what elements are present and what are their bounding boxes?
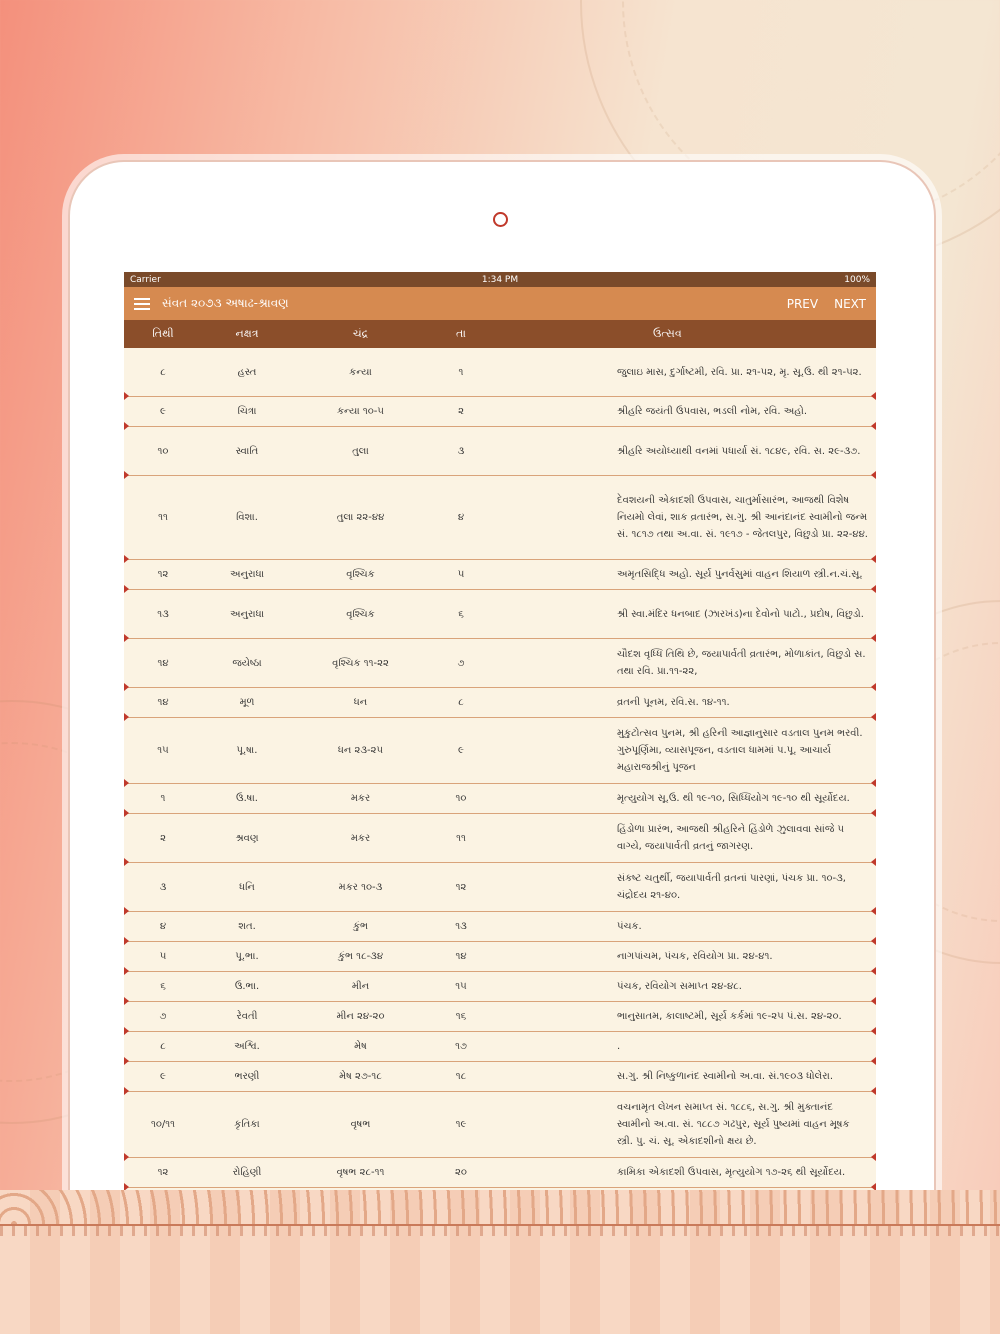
- nakshatra-cell: પૂ.ષા.: [236, 745, 258, 756]
- chandra-cell: વૃષભ ૨૮-૧૧: [336, 1167, 385, 1178]
- col-tithi: તિથી: [152, 327, 174, 340]
- utsav-cell: નાગપાંચમ, પંચક, રવિયોગ પ્રા. ૨૪-૪૧.: [617, 951, 773, 962]
- date-cell: ૧૧: [456, 832, 466, 844]
- nakshatra-cell: અનુરાધા: [229, 608, 265, 620]
- table-row[interactable]: [124, 718, 876, 784]
- tithi-cell: ૧: [160, 793, 166, 804]
- date-cell: ૧૯: [455, 1119, 467, 1130]
- tithi-cell: ૬: [160, 981, 166, 992]
- table-row[interactable]: [124, 863, 876, 912]
- date-cell: ૧૭: [455, 1041, 467, 1052]
- chandra-cell: મકર ૧૦-૩: [338, 881, 383, 893]
- table-row[interactable]: [124, 912, 876, 942]
- tithi-cell: ૮: [160, 1041, 166, 1052]
- table-row[interactable]: [124, 590, 876, 639]
- date-cell: ૮: [458, 697, 464, 708]
- table-row[interactable]: [124, 1062, 876, 1092]
- chandra-cell: મીન ૨૪-૨૦: [336, 1011, 385, 1022]
- chandra-cell: વૃષભ: [350, 1119, 371, 1130]
- chandra-cell: મેષ: [354, 1041, 367, 1052]
- chandra-cell: તુલા: [352, 445, 369, 457]
- chandra-cell: મકર: [350, 832, 371, 844]
- utsav-cell: શ્રીહરિ જયંતી ઉપવાસ, ભડલી નોમ, રવિ. અહો.: [617, 406, 808, 417]
- utsav-cell: કામિકા એકાદશી ઉપવાસ, મૃત્યુયોગ ૧૭-૨૬ થી સૂર્યોદય.: [617, 1167, 846, 1178]
- tithi-cell: ૧૫: [157, 745, 169, 756]
- table-row[interactable]: [124, 427, 876, 476]
- date-cell: ૨૦: [455, 1167, 467, 1178]
- nakshatra-cell: પૂ.ભા.: [235, 951, 259, 962]
- tithi-cell: ૪: [159, 921, 167, 932]
- chandra-cell: ધન: [353, 697, 368, 708]
- tithi-cell: ૫: [159, 951, 167, 962]
- tithi-cell: ૯: [160, 1071, 166, 1082]
- chandra-cell: કુંભ ૧૮-૩૪: [337, 951, 384, 962]
- nakshatra-cell: ચિત્રા: [237, 406, 257, 417]
- table-row[interactable]: [124, 1032, 876, 1062]
- nakshatra-cell: શ્રવણ: [235, 832, 259, 844]
- table-row[interactable]: [124, 476, 876, 560]
- table-row[interactable]: [124, 560, 876, 590]
- utsav-cell: વ્રતની પૂનમ, રવિ.સ. ૧૪-૧૧.: [617, 697, 730, 708]
- nakshatra-cell: વિશા.: [236, 512, 258, 523]
- tithi-cell: ૨: [160, 832, 166, 844]
- nakshatra-cell: સ્વાતિ: [235, 445, 259, 457]
- tithi-cell: ૭: [159, 1011, 167, 1022]
- utsav-cell: .: [617, 1041, 621, 1052]
- chandra-cell: કન્યા: [349, 366, 372, 378]
- date-cell: ૧૩: [455, 921, 467, 932]
- date-cell: ૧૫: [455, 981, 467, 992]
- table-row[interactable]: [124, 1092, 876, 1158]
- nakshatra-cell: શત.: [238, 921, 256, 932]
- tithi-cell: ૧૪: [157, 697, 169, 708]
- status-bar: [124, 272, 876, 287]
- utsav-cell: મૃત્યુયોગ સૂ.ઉ. થી ૧૯-૧૦, સિધ્ધિયોગ ૧૯-૧૦ થી સૂર્યોદય.: [617, 793, 850, 804]
- chandra-cell: વૃશ્ચિક: [346, 608, 375, 620]
- date-cell: ૧૮: [455, 1071, 467, 1082]
- tithi-cell: ૧૨: [157, 1167, 169, 1178]
- table-row[interactable]: [124, 814, 876, 863]
- table-row[interactable]: [124, 397, 876, 427]
- date-cell: ૭: [457, 657, 465, 669]
- utsav-cell: જુલાઇ માસ, દુર્ગાષ્ટમી, રવિ. પ્રા. ૨૧-૫૨, મૃ. સૂ.ઉ. થી ૨૧-૫૨.: [617, 366, 862, 378]
- date-cell: ૧૨: [455, 881, 467, 893]
- date-cell: ૩: [457, 445, 465, 457]
- utsav-cell: પંચક, રવિયોગ સમાપ્ત ૨૪-૪૮.: [617, 981, 742, 992]
- tithi-cell: ૧૪: [157, 657, 169, 669]
- nakshatra-cell: અનુરાધા: [229, 569, 265, 580]
- utsav-cell: અમૃતસિદ્ધિ અહો. સૂર્ય પુનર્વસુમાં વાહન શિયાળ સ્ત્રી.ન.ચં.સૂ.: [617, 569, 863, 580]
- date-cell: ૬: [458, 608, 464, 620]
- decorative-footer-border: [0, 1190, 1000, 1334]
- tithi-cell: ૧૩: [157, 608, 169, 620]
- utsav-cell: દેવશયની એકાદશી ઉપવાસ, ચાતુર્માસારંભ, આજથી વિશેષ નિયમો લેવાં, શાક વ્રતારંભ, સ.ગુ. શ્રી આનંદાનંદ સ્વામીનો જન્મ સં. ૧૮૧૭ તથા અ.વા. સં. ૧૯૧૭ - જેતલપુર, વિછુડો પ્રા. ૨૨-૪૪.: [617, 495, 868, 540]
- utsav-cell: સ.ગુ. શ્રી નિષ્કુળાનંદ સ્વામીનો અ.વા. સં.૧૯૦૩ ધોલેરા.: [617, 1071, 834, 1082]
- nakshatra-cell: ધનિ: [239, 881, 255, 893]
- table-row[interactable]: [124, 942, 876, 972]
- battery-label: 100%: [844, 274, 870, 285]
- date-cell: ૧૬: [455, 1011, 467, 1022]
- nakshatra-cell: અશ્વિ.: [234, 1041, 260, 1052]
- calendar-table: [124, 348, 876, 1218]
- tithi-cell: ૧૧: [158, 512, 168, 523]
- chandra-cell: તુલા ૨૨-૪૪: [336, 512, 385, 523]
- col-ta: તા: [456, 327, 466, 340]
- table-row[interactable]: [124, 348, 876, 397]
- nakshatra-cell: ભરણી: [234, 1071, 260, 1082]
- nav-bar: [124, 287, 876, 320]
- chandra-cell: ધન ૨૩-૨૫: [337, 745, 384, 756]
- chandra-cell: વૃશ્ચિક: [346, 569, 375, 580]
- tithi-cell: ૩: [159, 881, 167, 893]
- nakshatra-cell: જયેષ્ઠા: [232, 657, 262, 669]
- utsav-cell: ચૌદશ વૃધ્ધિ તિથિ છે, જયાપાર્વતી વ્રતારંભ, મોળાકાંત, વિછુડો સ. તથા રવિ. પ્રા.૧૧-૨૨,: [617, 649, 866, 677]
- menu-icon[interactable]: [134, 298, 150, 310]
- chandra-cell: મીન: [351, 981, 370, 992]
- table-row[interactable]: [124, 1002, 876, 1032]
- utsav-cell: શ્રી સ્વા.મંદિર ધનબાદ (ઝારખંડ)ના દેવોનો પાટો., પ્રદોષ, વિછુડો.: [617, 608, 864, 620]
- tithi-cell: ૧૦: [157, 445, 169, 457]
- date-cell: ૧: [458, 366, 464, 378]
- date-cell: ૧૦: [455, 793, 467, 804]
- tithi-cell: ૧૨: [157, 569, 169, 580]
- table-row[interactable]: [124, 972, 876, 1002]
- chandra-cell: મેષ ૨૭-૧૮: [339, 1071, 382, 1082]
- tithi-cell: ૧૦/૧૧: [150, 1119, 176, 1130]
- table-row[interactable]: [124, 784, 876, 814]
- prev-button[interactable]: PREV: [786, 296, 819, 311]
- tithi-cell: ૯: [160, 406, 166, 417]
- nakshatra-cell: કૃતિકા: [234, 1119, 260, 1130]
- table-row[interactable]: [124, 1158, 876, 1188]
- nakshatra-cell: ઉ.ષા.: [236, 793, 258, 804]
- utsav-cell: સંકષ્ટ ચતુર્થી, જયાપાર્વતી વ્રતનાં પારણાં, પંચક પ્રા. ૧૦-૩, ચંદ્રોદય ૨૧-૪૦.: [617, 873, 846, 901]
- date-cell: ૨: [458, 406, 464, 417]
- utsav-cell: હિંડોળા પ્રારંભ, આજથી શ્રીહરિને હિંડોળે ઝુલાવવા સાંજે ૫ વાગ્યે, જયાપાર્વતી વ્રતનું જાગરણ.: [617, 824, 845, 852]
- table-row[interactable]: [124, 639, 876, 688]
- next-button[interactable]: NEXT: [834, 296, 866, 311]
- utsav-cell: પંચક.: [617, 921, 642, 932]
- utsav-cell: મુકુટોત્સવ પુનમ, શ્રી હરિની આજ્ઞાનુસાર વડતાલ પુનમ ભરવી. ગુરુપૂર્ણિમા, વ્યાસપૂજન, વડતાલ ધામમાં પ.પૂ. આચાર્ય મહારાજશ્રીનું પૂજન: [617, 728, 863, 773]
- nakshatra-cell: ઉ.ભા.: [234, 981, 260, 992]
- col-nakshatra: નક્ષત્ર: [235, 327, 259, 340]
- page-title: સંવત ૨૦૭૩ અષાઢ-શ્રાવણ: [162, 296, 289, 310]
- chandra-cell: કન્યા ૧૦-૫: [337, 406, 384, 417]
- utsav-cell: ભાનુસાતમ, કાલાષ્ટમી, સૂર્ય કર્કમાં ૧૯-૨૫ પં.સ. ૨૪-૨૦.: [617, 1011, 842, 1022]
- front-camera: [493, 212, 508, 227]
- app-screen: [124, 272, 876, 1222]
- table-row[interactable]: [124, 688, 876, 718]
- status-time: 1:34 PM: [481, 274, 519, 285]
- date-cell: ૧૪: [455, 951, 467, 962]
- table-header: [124, 320, 876, 348]
- nakshatra-cell: મૂળ: [239, 697, 255, 708]
- utsav-cell: શ્રીહરિ અયોધ્યાથી વનમાં પધાર્યા સં. ૧૮૪૯, રવિ. સ. ૨૯-૩૭.: [617, 445, 861, 457]
- tithi-cell: ૮: [160, 366, 166, 378]
- utsav-cell: વચનામૃત લેખન સમાપ્ત સં. ૧૮૮૬, સ.ગુ. શ્રી મુક્તાનંદ સ્વામીનો અ.વા. સં. ૧૮૮૭ ગઢપુર, સૂર્ય પુષ્યમાં વાહન મૂષક સ્ત્રી. પુ. ચં. સૂ. એકાદશીનો ક્ષય છે.: [617, 1102, 850, 1147]
- date-cell: ૯: [458, 745, 464, 756]
- date-cell: ૪: [457, 512, 465, 523]
- chandra-cell: મકર: [350, 793, 371, 804]
- col-chandra: ચંદ્ર: [352, 327, 369, 340]
- date-cell: ૫: [457, 569, 465, 580]
- nakshatra-cell: રોહિણી: [232, 1167, 262, 1178]
- nakshatra-cell: હસ્ત: [237, 366, 257, 378]
- carrier-label: Carrier: [130, 274, 161, 285]
- col-utsav: ઉત્સવ: [653, 327, 682, 340]
- chandra-cell: વૃશ્ચિક ૧૧-૨૨: [332, 657, 389, 669]
- chandra-cell: કુંભ: [352, 921, 369, 932]
- nakshatra-cell: રેવતી: [236, 1011, 258, 1022]
